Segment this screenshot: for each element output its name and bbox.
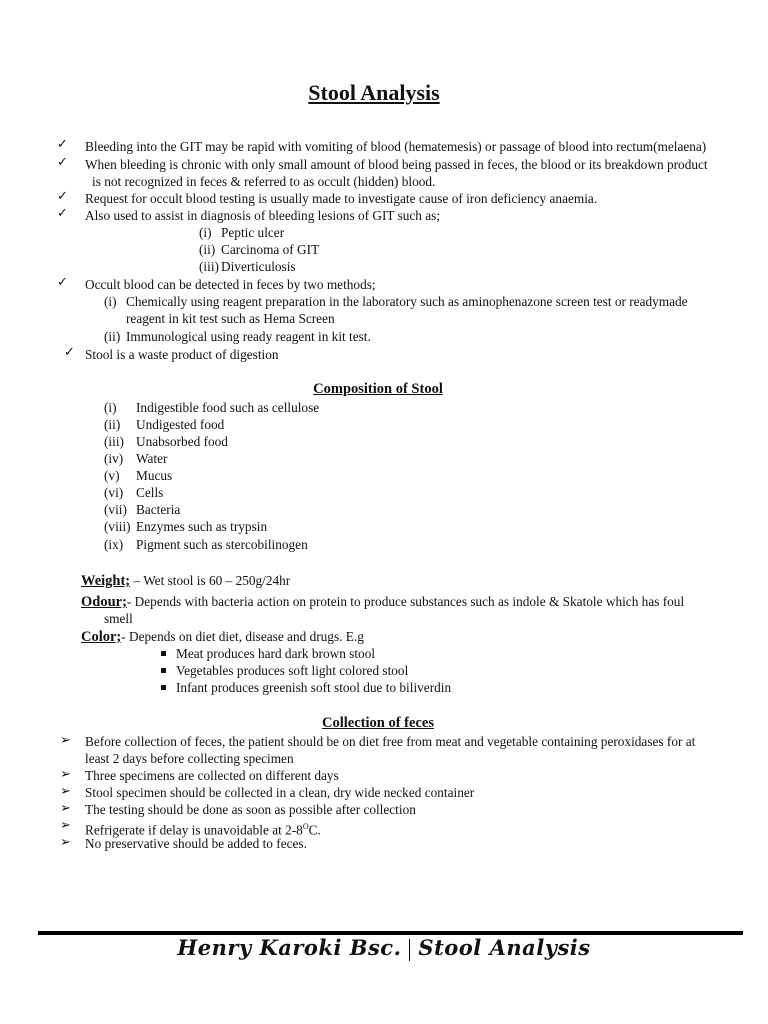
arrow-bullet-icon: ➢ — [60, 818, 71, 833]
list-number: (iii) — [199, 259, 219, 274]
list-item: Vegetables produces soft light colored stool — [176, 663, 409, 678]
list-number: (i) — [199, 225, 212, 240]
checkmark-icon: ✓ — [57, 155, 68, 170]
list-item: Water — [136, 451, 168, 466]
list-number: (iii) — [104, 434, 124, 449]
list-item: Carcinoma of GIT — [221, 242, 320, 257]
list-item: Chemically using reagent preparation in the laboratory such as aminophenazone screen test or readymade — [126, 294, 688, 309]
bullet-text: Before collection of feces, the patient should be on diet free from meat and vegetable containing peroxidases for at — [85, 734, 696, 749]
odour-text: - Depends with bacteria action on protein to produce substances such as indole & Skatole which has foul — [126, 594, 685, 609]
footer-author: Henry Karoki Bsc. — [177, 935, 402, 960]
weight-line — [81, 572, 290, 590]
page-title: Stool Analysis — [308, 80, 440, 105]
list-item: Meat produces hard dark brown stool — [176, 646, 376, 661]
square-bullet-icon — [161, 668, 166, 673]
degree-sup: O — [302, 822, 309, 831]
footer-separator — [409, 939, 410, 961]
checkmark-icon: ✓ — [57, 137, 68, 152]
arrow-bullet-icon: ➢ — [60, 835, 71, 850]
refrigerate-after: C. — [308, 822, 321, 838]
square-bullet-icon — [161, 651, 166, 656]
list-item: Infant produces greenish soft stool due to biliverdin — [176, 680, 452, 695]
bullet-text: When bleeding is chronic with only small amount of blood being passed in feces, the blood or its breakdown product — [85, 157, 708, 172]
list-item: Mucus — [136, 468, 173, 483]
arrow-bullet-icon: ➢ — [60, 784, 71, 799]
odour-cont: smell — [104, 611, 133, 626]
weight-label: Weight; — [81, 573, 131, 589]
checkmark-icon: ✓ — [57, 189, 68, 204]
refrigerate-text: Refrigerate if delay is unavoidable at 2-8 — [85, 822, 303, 838]
list-item: Diverticulosis — [221, 259, 296, 274]
list-item: Undigested food — [136, 417, 225, 432]
section-heading-collection: Collection of feces — [322, 715, 434, 731]
bullet-text: No preservative should be added to feces. — [85, 836, 307, 851]
list-number: (vii) — [104, 502, 127, 517]
bullet-text: Also used to assist in diagnosis of bleeding lesions of GIT such as; — [85, 208, 441, 223]
section-heading-composition: Composition of Stool — [313, 381, 443, 397]
list-number: (i) — [104, 400, 117, 415]
color-line — [81, 628, 364, 646]
checkmark-icon: ✓ — [57, 206, 68, 221]
bullet-text-cont: is not recognized in feces & referred to as occult (hidden) blood. — [92, 174, 436, 189]
bullet-text: Occult blood can be detected in feces by two methods; — [85, 277, 376, 292]
square-bullet-icon — [161, 685, 166, 690]
bullet-text: Stool specimen should be collected in a clean, dry wide necked container — [85, 785, 475, 800]
arrow-bullet-icon: ➢ — [60, 767, 71, 782]
footer — [0, 935, 768, 961]
arrow-bullet-icon: ➢ — [60, 801, 71, 816]
list-number: (vi) — [104, 485, 124, 500]
arrow-bullet-icon: ➢ — [60, 733, 71, 748]
bullet-text-cont: least 2 days before collecting specimen — [85, 751, 294, 766]
list-number: (iv) — [104, 451, 124, 466]
list-number: (ii) — [104, 417, 121, 432]
bullet-text: Request for occult blood testing is usually made to investigate cause of iron deficiency anaemia. — [85, 191, 598, 206]
color-label: Color; — [81, 629, 122, 645]
weight-text: – Wet stool is 60 – 250g/24hr — [130, 573, 291, 588]
bullet-text: The testing should be done as soon as possible after collection — [85, 802, 416, 817]
list-item: Immunological using ready reagent in kit test. — [126, 329, 371, 344]
odour-label: Odour; — [81, 594, 127, 610]
list-number: (i) — [104, 294, 117, 309]
list-item: Enzymes such as trypsin — [136, 519, 268, 534]
list-number: (viii) — [104, 519, 131, 534]
list-number: (ix) — [104, 537, 124, 552]
bullet-text: Bleeding into the GIT may be rapid with vomiting of blood (hematemesis) or passage of blood into rectum(melaena) — [85, 139, 707, 154]
footer-doc-title: Stool Analysis — [418, 935, 591, 960]
bullet-text: Stool is a waste product of digestion — [85, 347, 279, 362]
list-number: (ii) — [104, 329, 121, 344]
checkmark-icon: ✓ — [57, 275, 68, 290]
odour-line — [81, 593, 684, 611]
list-item: Cells — [136, 485, 164, 500]
color-text: - Depends on diet diet, disease and drugs. E.g — [121, 629, 364, 644]
list-item-cont: reagent in kit test such as Hema Screen — [126, 311, 335, 326]
list-number: (ii) — [199, 242, 216, 257]
list-item: Pigment such as stercobilinogen — [136, 537, 308, 552]
list-item: Bacteria — [136, 502, 181, 517]
list-item: Indigestible food such as cellulose — [136, 400, 320, 415]
list-item: Peptic ulcer — [221, 225, 285, 240]
list-item: Unabsorbed food — [136, 434, 228, 449]
checkmark-icon: ✓ — [64, 345, 75, 360]
list-number: (v) — [104, 468, 120, 483]
bullet-text: Three specimens are collected on different days — [85, 768, 339, 783]
